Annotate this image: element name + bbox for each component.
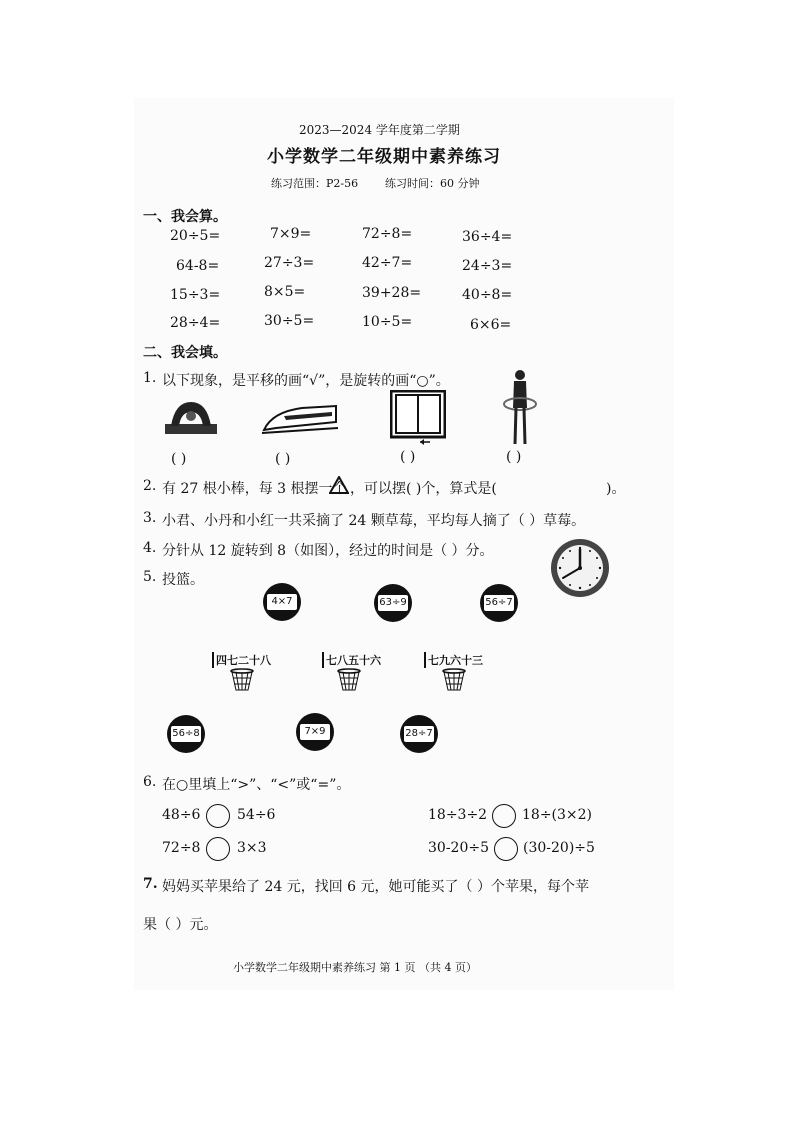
compare-left: 48÷6 [162, 807, 201, 823]
basket-icon [442, 668, 466, 696]
compare-circle[interactable] [206, 804, 230, 828]
q1-text: 以下现象，是平移的画“√”，是旋转的画“○”。 [162, 373, 450, 389]
compare-circle[interactable] [494, 837, 518, 861]
range-label: 练习范围：P2-56 [271, 177, 359, 190]
calc-item: 39+28= [362, 285, 422, 301]
calc-item: 72÷8= [362, 226, 413, 242]
compare-left: 18÷3÷2 [428, 807, 488, 823]
q3-text: 小君、小丹和小红一共采摘了 24 颗草莓，平均每人摘了（ ）草莓。 [162, 513, 586, 529]
ball-label: 28÷7 [404, 726, 434, 742]
q1-number: 1. [143, 370, 157, 386]
page-footer: 小学数学二年级期中素养练习 第 1 页 （共 4 页） [233, 961, 477, 974]
q2-text-c: )。 [606, 481, 626, 497]
compare-left: 72÷8 [162, 840, 201, 856]
calc-item: 20÷5= [170, 228, 221, 244]
q1-answer-blank[interactable]: ( ) [400, 449, 416, 465]
ball-label: 4×7 [267, 594, 297, 610]
ball-label: 7×9 [300, 724, 330, 740]
hula-hoop-girl-icon [503, 368, 537, 454]
q5-number: 5. [143, 569, 157, 585]
q4-text: 分针从 12 旋转到 8（如图），经过的时间是（ ）分。 [162, 543, 494, 559]
calc-item: 27÷3= [264, 255, 315, 271]
calc-item: 15÷3= [170, 287, 221, 303]
time-label: 练习时间：60 分钟 [385, 177, 480, 190]
calc-item: 6×6= [470, 317, 512, 333]
q7-line2: 果（ ）元。 [143, 917, 218, 933]
compare-circle[interactable] [206, 837, 230, 861]
calc-item: 64-8= [176, 258, 220, 274]
clock-icon [549, 537, 611, 603]
calc-item: 42÷7= [362, 255, 413, 271]
ball-bottom[interactable] [296, 713, 334, 751]
ball-top[interactable] [480, 584, 518, 622]
section1-title: 一、我会算。 [143, 209, 227, 225]
q5-text: 投篮。 [162, 572, 204, 588]
q1-answer-blank[interactable]: ( ) [275, 451, 291, 467]
triangle-icon [329, 476, 349, 498]
calc-item: 7×9= [270, 226, 312, 242]
gymnast-icon [165, 398, 217, 440]
basket-icon [230, 668, 254, 696]
q7-line1: 妈妈买苹果给了 24 元，找回 6 元，她可能买了（ ）个苹果，每个苹 [162, 879, 589, 895]
q6-number: 6. [143, 774, 157, 790]
basket-label: 四七二十八 [212, 652, 271, 668]
ball-top[interactable] [263, 583, 301, 621]
ball-label: 56÷7 [484, 595, 514, 611]
basket-icon [337, 668, 361, 696]
ball-label: 63÷9 [378, 595, 408, 611]
term-label: 2023—2024 学年度第二学期 [299, 123, 460, 137]
calc-item: 40÷8= [462, 287, 513, 303]
calc-item: 36÷4= [462, 229, 513, 245]
calc-item: 10÷5= [362, 314, 413, 330]
calc-item: 8×5= [264, 284, 306, 300]
sliding-window-icon [390, 390, 446, 450]
ball-bottom[interactable] [167, 715, 205, 753]
compare-right: 54÷6 [237, 807, 276, 823]
q2-text-a: 有 27 根小棒，每 3 根摆一个 [162, 481, 347, 497]
calc-item: 30÷5= [264, 313, 315, 329]
calc-item: 28÷4= [170, 315, 221, 331]
q2-number: 2. [143, 478, 157, 494]
q6-text: 在○里填上“>”、“<”或“=”。 [162, 777, 351, 793]
ball-label: 56÷8 [171, 726, 201, 742]
q7-number: 7. [143, 876, 158, 892]
compare-right: 18÷(3×2) [522, 807, 593, 823]
q1-answer-blank[interactable]: ( ) [171, 451, 187, 467]
compare-right: (30-20)÷5 [523, 840, 595, 856]
compare-circle[interactable] [492, 804, 516, 828]
q1-answer-blank[interactable]: ( ) [506, 449, 522, 465]
basket-label: 七九六十三 [424, 652, 483, 668]
ball-bottom[interactable] [400, 715, 438, 753]
q2-text-b: ，可以摆( )个，算式是( [350, 481, 497, 497]
compare-left: 30-20÷5 [428, 840, 489, 856]
page-title: 小学数学二年级期中素养练习 [267, 147, 501, 167]
q4-number: 4. [143, 540, 157, 556]
basket-label: 七八五十六 [322, 652, 381, 668]
compare-right: 3×3 [237, 840, 267, 856]
ball-top[interactable] [374, 584, 412, 622]
q3-number: 3. [143, 510, 157, 526]
train-icon [262, 400, 338, 440]
section2-title: 二、我会填。 [143, 345, 227, 361]
calc-item: 24÷3= [462, 258, 513, 274]
